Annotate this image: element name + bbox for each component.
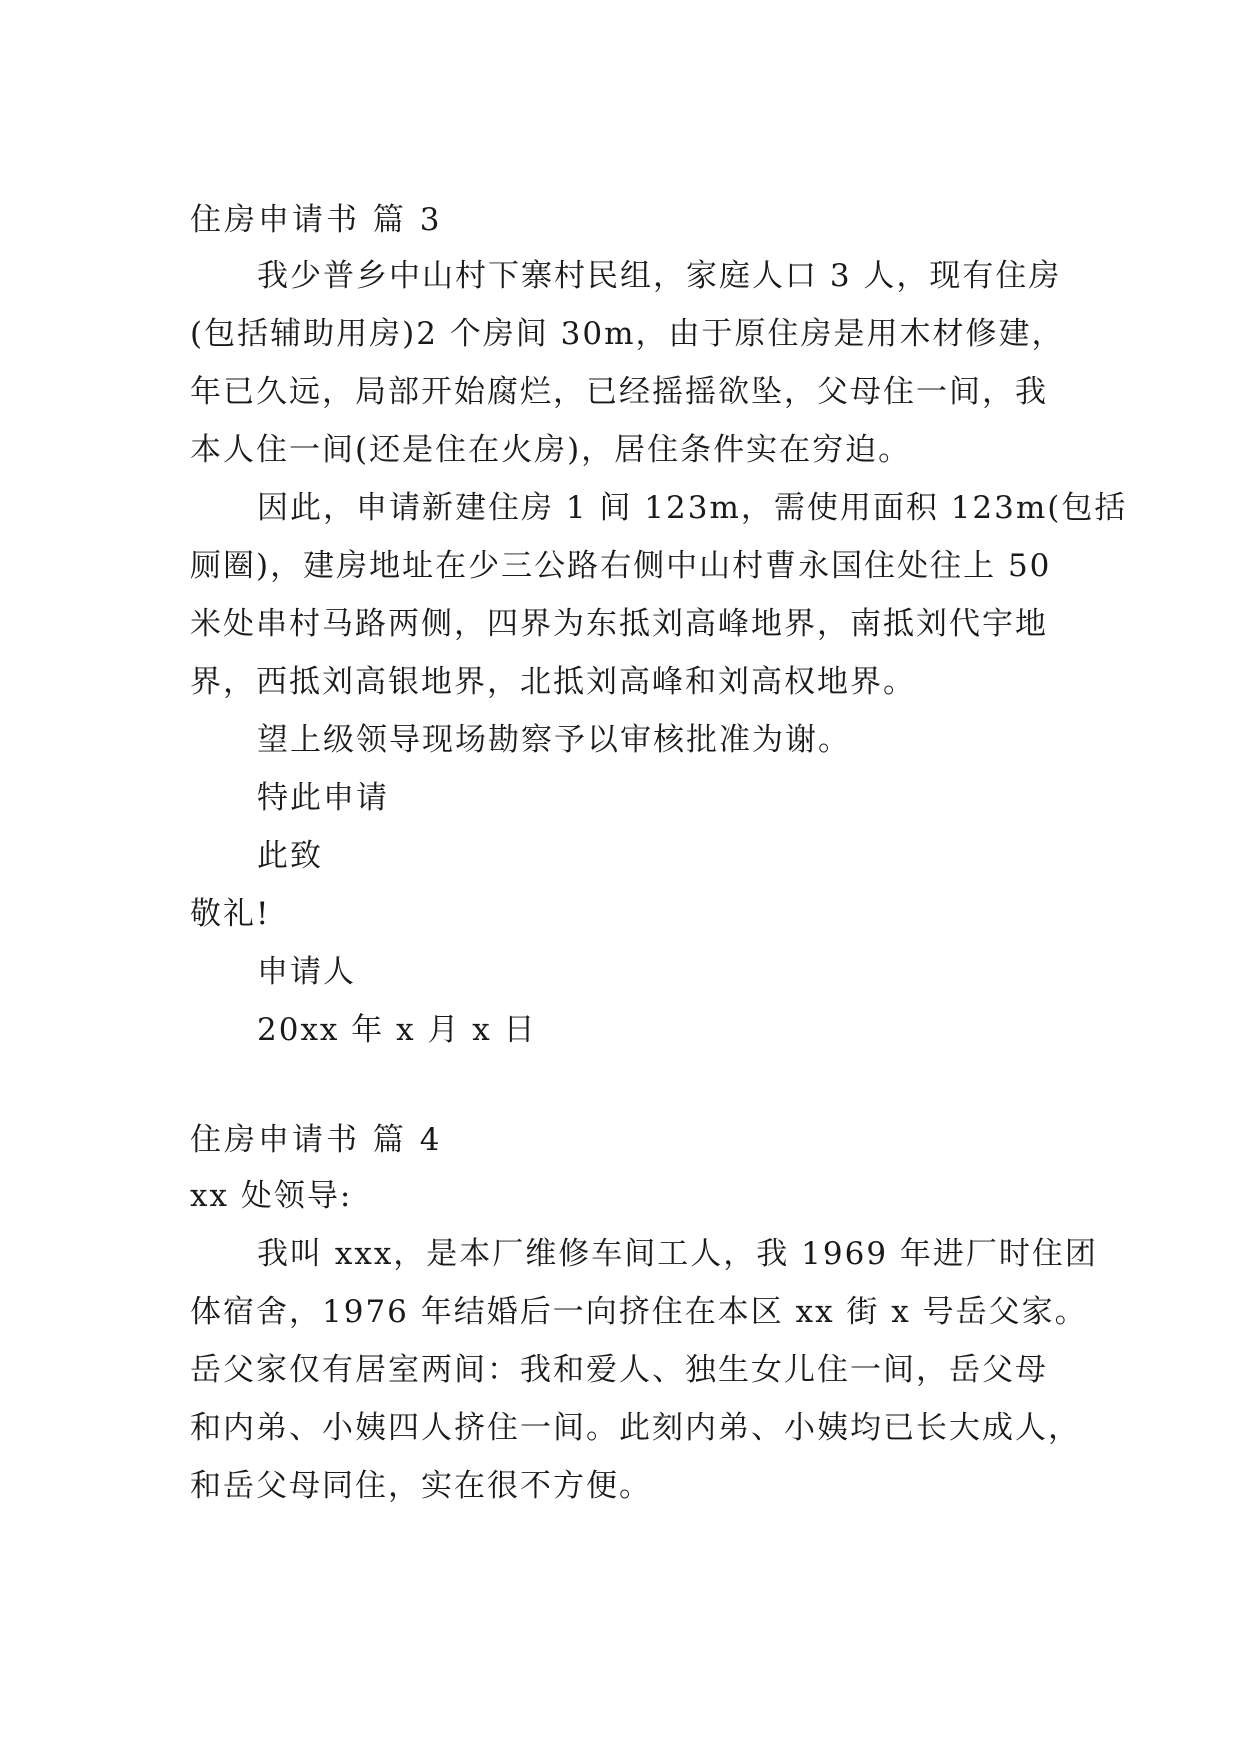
section-3-para-1-line-2: (包括辅助用房)2 个房间 30m，由于原住房是用木材修建， xyxy=(190,316,1065,352)
application-date: 20xx 年 x 月 x 日 xyxy=(257,1012,537,1048)
applicant-label: 申请人 xyxy=(257,954,356,990)
section-4-title: 住房申请书 篇 4 xyxy=(190,1122,443,1158)
section-4-para-1-line-5: 和岳父母同住，实在很不方便。 xyxy=(190,1468,652,1504)
section-3-para-1-line-3: 年已久远，局部开始腐烂，已经摇摇欲坠，父母住一间，我 xyxy=(190,374,1048,410)
section-4-addressee: xx 处领导: xyxy=(190,1178,353,1214)
section-3-title: 住房申请书 篇 3 xyxy=(190,202,443,238)
section-3-para-1-line-1: 我少普乡中山村下寨村民组，家庭人口 3 人，现有住房 xyxy=(257,258,1062,294)
closing-cizhi: 此致 xyxy=(257,838,323,874)
salutation: 敬礼! xyxy=(190,896,271,932)
section-4-para-1-line-3: 岳父家仅有居室两间：我和爱人、独生女儿住一间，岳父母 xyxy=(190,1352,1048,1388)
section-3-para-1-line-4: 本人住一间(还是住在火房)，居住条件实在穷迫。 xyxy=(190,432,912,468)
section-4-para-1-line-4: 和内弟、小姨四人挤住一间。此刻内弟、小姨均已长大成人， xyxy=(190,1410,1081,1446)
section-4-para-1-line-2: 体宿舍，1976 年结婚后一向挤住在本区 xx 街 x 号岳父家。 xyxy=(190,1294,1088,1330)
section-3-para-3: 望上级领导现场勘察予以审核批准为谢。 xyxy=(257,722,851,758)
section-3-para-2-line-4: 界，西抵刘高银地界，北抵刘高峰和刘高权地界。 xyxy=(190,664,916,700)
section-3-para-2-line-2: 厕圈)，建房地址在少三公路右侧中山村曹永国住处往上 50 xyxy=(190,548,1052,584)
section-3-para-2-line-1: 因此，申请新建住房 1 间 123m，需使用面积 123m(包括 xyxy=(257,490,1128,526)
section-4-para-1-line-1: 我叫 xxx，是本厂维修车间工人，我 1969 年进厂时住团 xyxy=(257,1236,1098,1272)
section-3-para-2-line-3: 米处串村马路两侧，四界为东抵刘高峰地界，南抵刘代宇地 xyxy=(190,606,1048,642)
closing-tebici-shenqing: 特此申请 xyxy=(257,780,389,816)
